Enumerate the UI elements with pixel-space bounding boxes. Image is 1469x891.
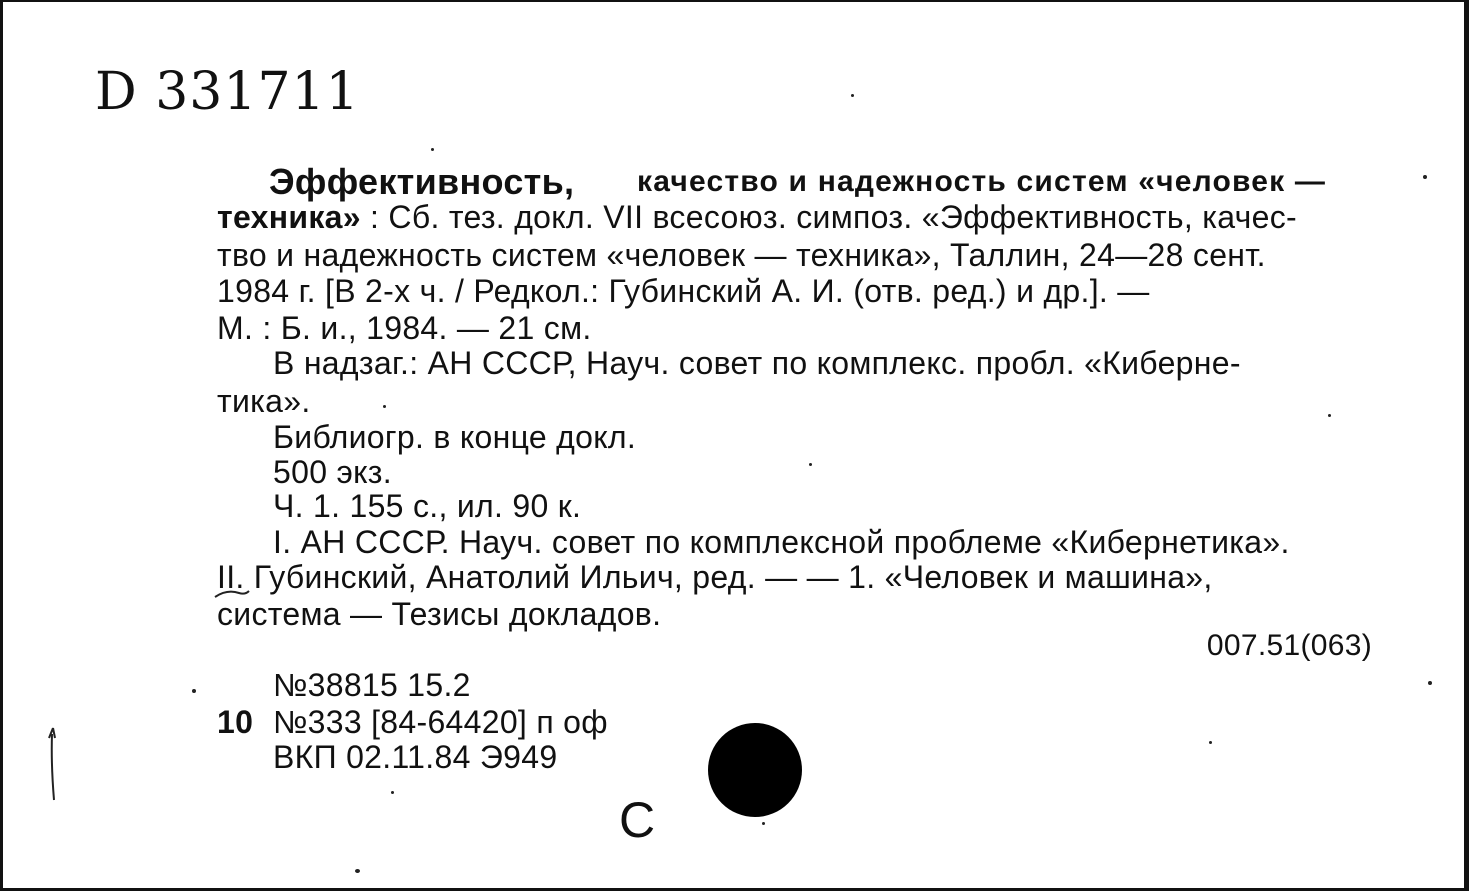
title-end-bold: техника» [217,199,361,235]
title-heading: Эффективность, [269,161,575,202]
imprint-line: М. : Б. и., 1984. — 21 см. [217,310,592,346]
speck [851,94,854,97]
speck [1209,741,1212,744]
speck [355,869,360,873]
note-header-line: В надзаг.: АН СССР, Науч. совет по комплекс. пробл. «Киберне- [273,345,1241,381]
title-continuation: качество и надежность систем «человек — [637,165,1327,198]
speck [809,463,812,466]
speck [391,791,394,794]
speck [1423,175,1427,179]
speck [192,689,196,693]
speck [762,822,765,825]
print-run-note: 500 экз. [273,454,392,490]
accession-number: №38815 15.2 [273,667,471,703]
copies-count: 10 [217,704,254,740]
punch-hole [708,723,802,817]
speck [1428,681,1432,685]
udc-classification: 007.51(063) [1206,629,1372,662]
description-line-4: 1984 г. [В 2-х ч. / Редкол.: Губинский А. И. (отв. ред.) и др.]. — [217,273,1150,309]
description-line-2 [217,198,1297,236]
tracing-line-2: II. Губинский, Анатолий Ильич, ред. — — 1. «Человек и машина», [217,559,1213,595]
part-description: Ч. 1. 155 с., ил. 90 к. [273,488,582,524]
speck [431,148,434,151]
margin-pencil-mark [41,724,65,804]
tracing-line-1: I. АН СССР. Науч. совет по комплексной проблеме «Кибернетика». [273,524,1290,560]
order-number: №333 [84-64420] п оф [273,704,608,740]
speck [1328,414,1331,417]
description-line-3: тво и надежность систем «человек — техника», Таллин, 24—28 сент. [217,237,1266,273]
speck [383,405,386,408]
catalog-letter: С [619,792,656,848]
publication-details: : Сб. тез. докл. VII всесоюз. симпоз. «Эффективность, качес- [360,199,1297,235]
tracing-line-3: система — Тезисы докладов. [217,596,662,632]
registration-number: ВКП 02.11.84 Э949 [273,739,558,775]
call-number: D 331711 [95,62,360,122]
handwritten-underline-mark [213,587,253,601]
note-header-continuation: тика». [217,383,311,419]
bibliography-note: Библиогр. в конце докл. [273,419,637,455]
